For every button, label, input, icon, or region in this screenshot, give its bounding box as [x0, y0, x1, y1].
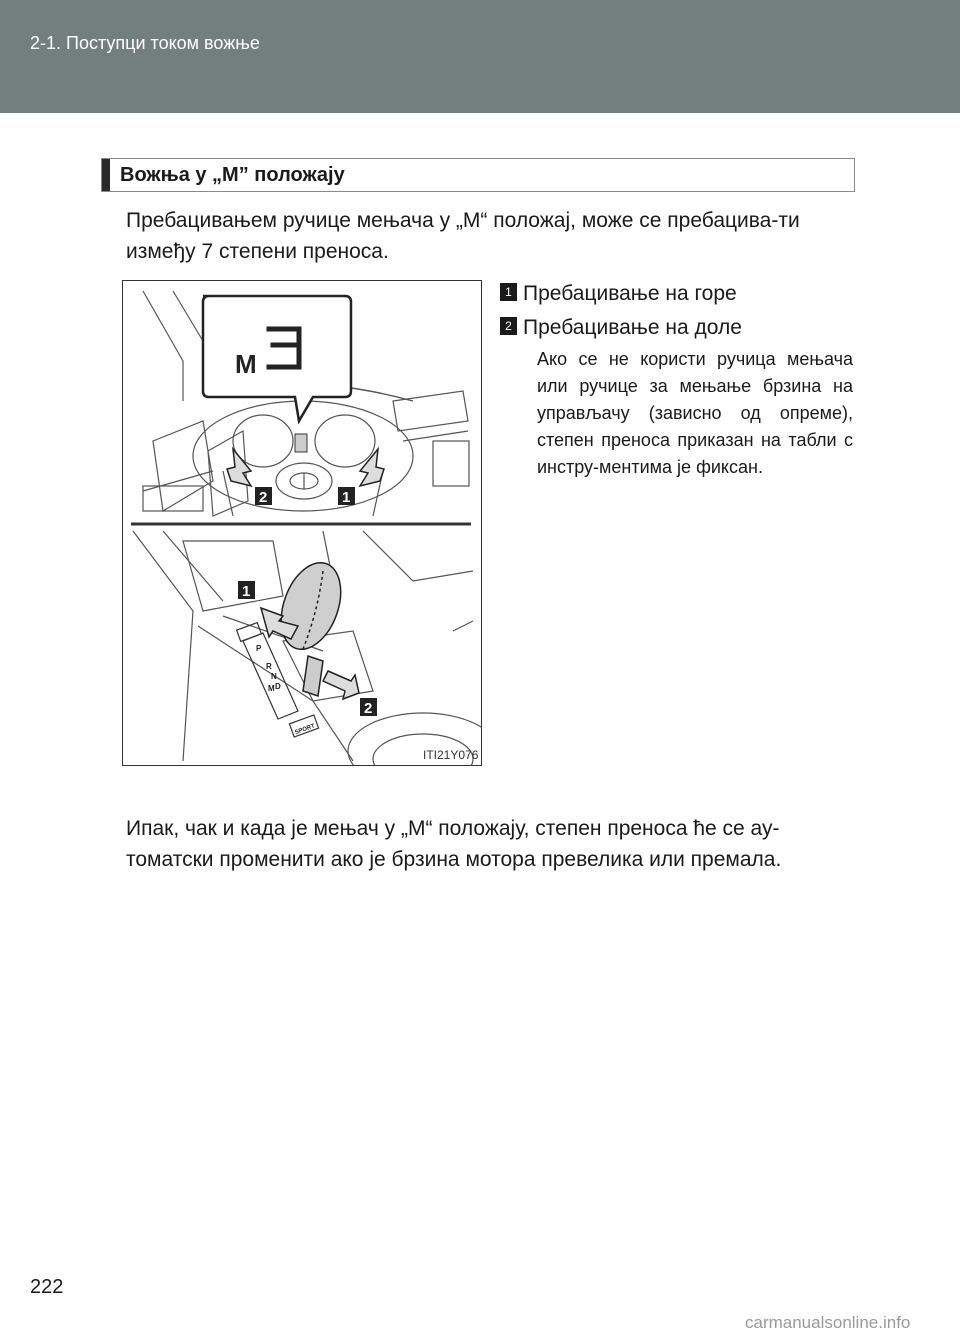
shift-illustration: [122, 280, 482, 766]
intro-paragraph: Пребацивањем ручице мењача у „М“ положај, може се пребацива-ти између 7 степени преноса.: [126, 209, 800, 263]
callout-1-lower: 1: [242, 583, 251, 600]
gate-n: N: [271, 672, 277, 681]
section-heading: [101, 158, 855, 192]
breadcrumb: 2-1. Поступци током вожње: [30, 33, 260, 53]
note-paragraph: Ако се не користи ручица мењача или ручице за мењање брзина на управљачу (зависно од опреме), степен преноса приказан на табли с инстру-ментима је фиксан.: [537, 349, 853, 477]
display-letter: M: [235, 349, 257, 379]
gate-r: R: [266, 662, 272, 671]
list-item: [500, 316, 742, 340]
section-marker: [102, 159, 110, 191]
callout-1-upper: 1: [342, 489, 351, 506]
figure-code: ITI21Y076: [423, 748, 479, 762]
item-label: Пребацивање на доле: [523, 316, 742, 339]
sport-button: SPORT: [294, 723, 316, 737]
closing-paragraph: Ипак, чак и када је мењач у „М“ положају, степен преноса ће се ау-томатски променити ако је брзина мотора превелика или премала.: [126, 817, 782, 871]
callout-2-lower: 2: [364, 700, 373, 717]
section-title: Вожња у „М” положају: [120, 164, 345, 186]
page-number: 222: [30, 1276, 64, 1298]
list-item: [500, 282, 737, 306]
item-number: 2: [500, 317, 517, 335]
item-number: 1: [500, 283, 517, 301]
page-header: [0, 0, 960, 113]
item-label: Пребацивање на горе: [523, 282, 737, 305]
callout-2-upper: 2: [259, 489, 268, 506]
illustration-drawing: [123, 281, 481, 765]
gate-p: P: [256, 644, 262, 653]
gate-d: D: [275, 682, 281, 691]
watermark: carmanualsonline.info: [745, 1313, 911, 1332]
gate-m: M: [268, 684, 275, 693]
